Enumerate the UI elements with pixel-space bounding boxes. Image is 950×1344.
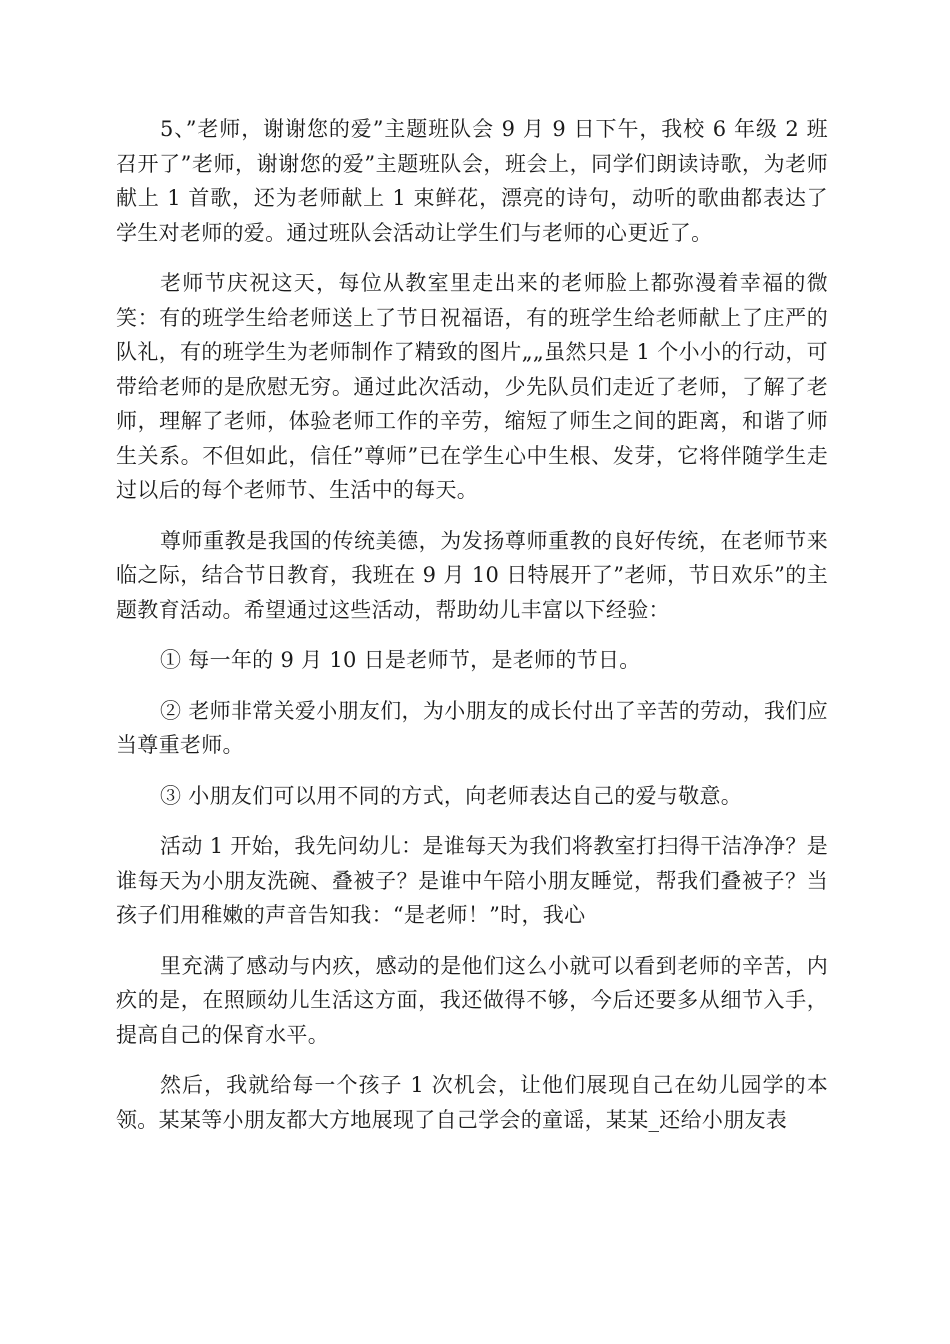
list-item-1: ① 每一年的 9 月 10 日是老师节，是老师的节日。 [160, 648, 641, 672]
paragraph-show-skills: 然后，我就给每一个孩子 1 次机会，让他们展现自己在幼儿园学的本领。某某等小朋友都大方地展现了自己学会的童谣，某某_还给小朋友表 [116, 1073, 828, 1132]
list-item-2: ② 老师非常关爱小朋友们，为小朋友的成长付出了辛苦的劳动，我们应当尊重老师。 [116, 698, 828, 757]
paragraph-teachers-day: 老师节庆祝这天，每位从教室里走出来的老师脸上都弥漫着幸福的微笑：有的班学生给老师送上了节日祝福语，有的班学生给老师献上了庄严的队礼，有的班学生为老师制作了精致的图片„„虽然只是 1 个小小的行动，可带给老师的是欣慰无穷。通过此次活动，少先队员们走近了老师，了解了老师，理解了老师，体验老师工作的辛劳，缩短了师生之间的距离，和谐了师生关系。不但如此，信任”尊师”已在学生心中生根、发芽，它将伴随学生走过以后的每个老师节、生活中的每天。 [116, 271, 828, 502]
paragraph-activity-one: 活动 1 开始，我先问幼儿：是谁每天为我们将教室打扫得干洁净净？是谁每天为小朋友洗碗、叠被子？是谁中午陪小朋友睡觉，帮我们叠被子？当孩子们用稚嫩的声音告知我：“是老师！”时，我心 [116, 834, 828, 927]
paragraph-reflection: 里充满了感动与内疚，感动的是他们这么小就可以看到老师的辛苦，内疚的是，在照顾幼儿生活这方面，我还做得不够，今后还要多从细节入手，提高自己的保育水平。 [116, 953, 828, 1047]
paragraph-class-meeting: 5、”老师，谢谢您的爱”主题班队会 9 月 9 日下午，我校 6 年级 2 班召开了”老师，谢谢您的爱”主题班队会，班会上，同学们朗读诗歌，为老师献上 1 首歌，还为老师献上 1 束鲜花，漂亮的诗句，动听的歌曲都表达了学生对老师的爱。通过班队会活动让学生们与老师的心更近了。 [116, 117, 828, 245]
paragraph-education-activity: 尊师重教是我国的传统美德，为发扬尊师重教的良好传统，在老师节来临之际，结合节日教育，我班在 9 月 10 日特展开了”老师，节日欢乐”的主题教育活动。希望通过这些活动，帮助幼儿丰富以下经验： [116, 528, 828, 622]
list-item-3: ③ 小朋友们可以用不同的方式，向老师表达自己的爱与敬意。 [160, 783, 743, 808]
document-page [116, 112, 828, 1153]
